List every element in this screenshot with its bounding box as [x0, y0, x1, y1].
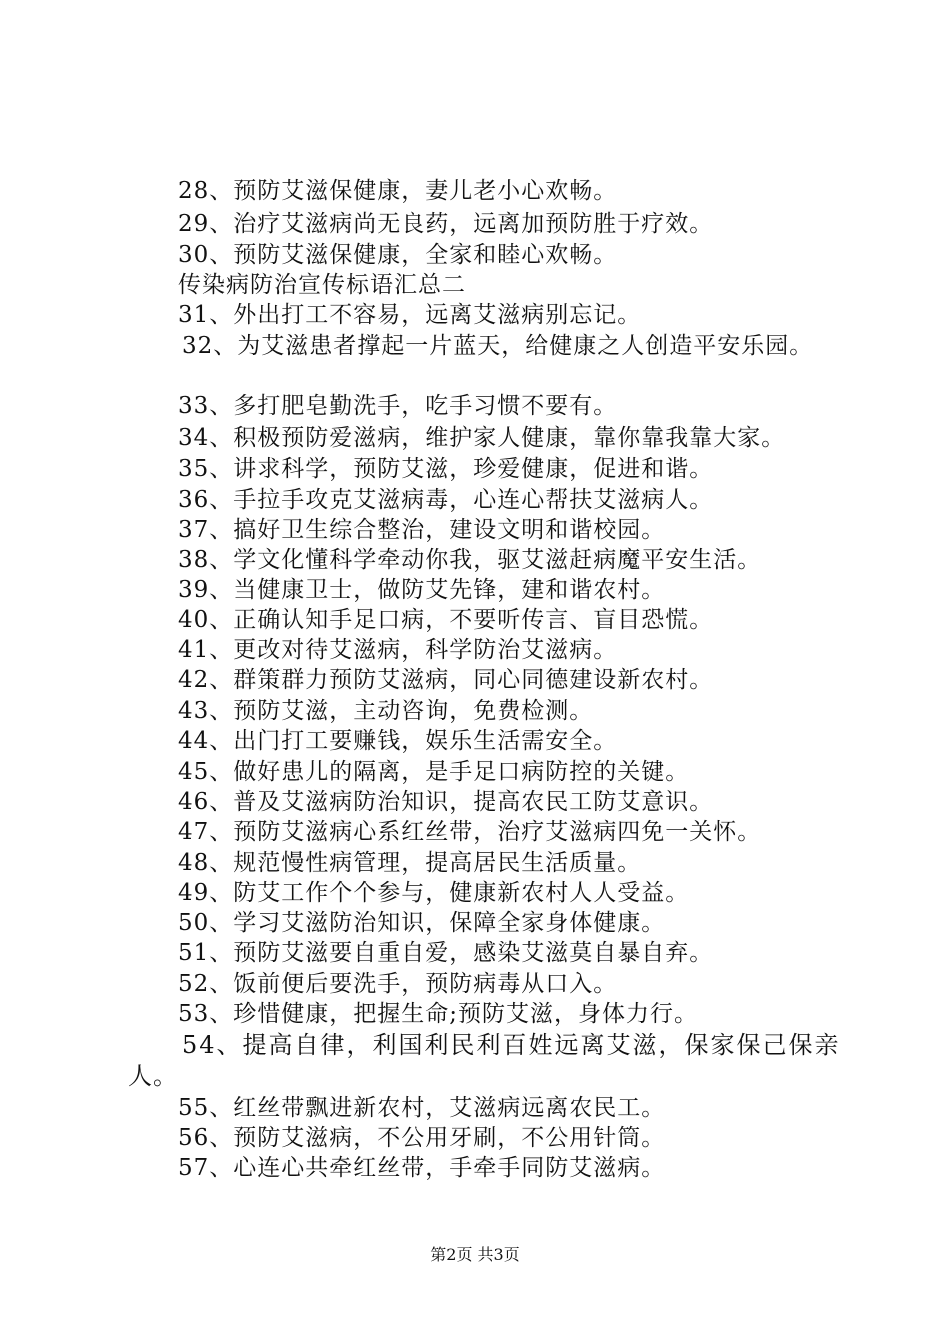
text-line: 41、更改对待艾滋病，科学防治艾滋病。 — [178, 637, 618, 663]
text-line: 34、积极预防爱滋病，维护家人健康，靠你靠我靠大家。 — [178, 425, 786, 451]
text-line: 50、学习艾滋防治知识，保障全家身体健康。 — [178, 910, 666, 936]
text-line: 54、提高自律，利国利民利百姓远离艾滋，保家保己保亲 — [182, 1031, 841, 1059]
text-line: 55、红丝带飘进新农村，艾滋病远离农民工。 — [178, 1095, 666, 1121]
text-line: 44、出门打工要赚钱，娱乐生活需安全。 — [178, 728, 618, 754]
text-line: 48、规范慢性病管理，提高居民生活质量。 — [178, 850, 642, 876]
text-line: 40、正确认知手足口病，不要听传言、盲目恐慌。 — [178, 607, 714, 633]
text-line: 53、珍惜健康，把握生命;预防艾滋，身体力行。 — [178, 1001, 699, 1027]
text-line: 47、预防艾滋病心系红丝带，治疗艾滋病四免一关怀。 — [178, 819, 762, 845]
section-heading: 传染病防治宣传标语汇总二 — [178, 272, 466, 298]
text-line: 33、多打肥皂勤洗手，吃手习惯不要有。 — [178, 393, 618, 419]
text-line: 56、预防艾滋病，不公用牙刷，不公用针筒。 — [178, 1125, 666, 1151]
text-line: 51、预防艾滋要自重自爱，感染艾滋莫自暴自弃。 — [178, 940, 714, 966]
text-line: 57、心连心共牵红丝带，手牵手同防艾滋病。 — [178, 1155, 666, 1181]
text-line: 42、群策群力预防艾滋病，同心同德建设新农村。 — [178, 667, 714, 693]
text-line-wrap: 人。 — [128, 1062, 178, 1090]
text-line: 32、为艾滋患者撑起一片蓝天，给健康之人创造平安乐园。 — [182, 333, 814, 359]
text-line: 46、普及艾滋病防治知识，提高农民工防艾意识。 — [178, 789, 714, 815]
text-line: 30、预防艾滋保健康，全家和睦心欢畅。 — [178, 242, 618, 268]
text-line: 45、做好患儿的隔离，是手足口病防控的关键。 — [178, 759, 690, 785]
text-line: 31、外出打工不容易，远离艾滋病别忘记。 — [178, 302, 642, 328]
text-line: 49、防艾工作个个参与，健康新农村人人受益。 — [178, 880, 690, 906]
text-line: 36、手拉手攻克艾滋病毒，心连心帮扶艾滋病人。 — [178, 487, 714, 513]
text-line: 29、治疗艾滋病尚无良药，远离加预防胜于疗效。 — [178, 211, 714, 237]
text-line: 35、讲求科学，预防艾滋，珍爱健康，促进和谐。 — [178, 456, 714, 482]
text-line: 39、当健康卫士，做防艾先锋，建和谐农村。 — [178, 577, 666, 603]
text-line: 38、学文化懂科学牵动你我，驱艾滋赶病魔平安生活。 — [178, 547, 762, 573]
text-line: 28、预防艾滋保健康，妻儿老小心欢畅。 — [178, 178, 618, 204]
text-line: 52、饭前便后要洗手，预防病毒从口入。 — [178, 971, 618, 997]
page-footer: 第2页 共3页 — [430, 1245, 520, 1264]
text-line: 43、预防艾滋，主动咨询，免费检测。 — [178, 698, 594, 724]
text-line: 37、搞好卫生综合整治，建设文明和谐校园。 — [178, 517, 666, 543]
